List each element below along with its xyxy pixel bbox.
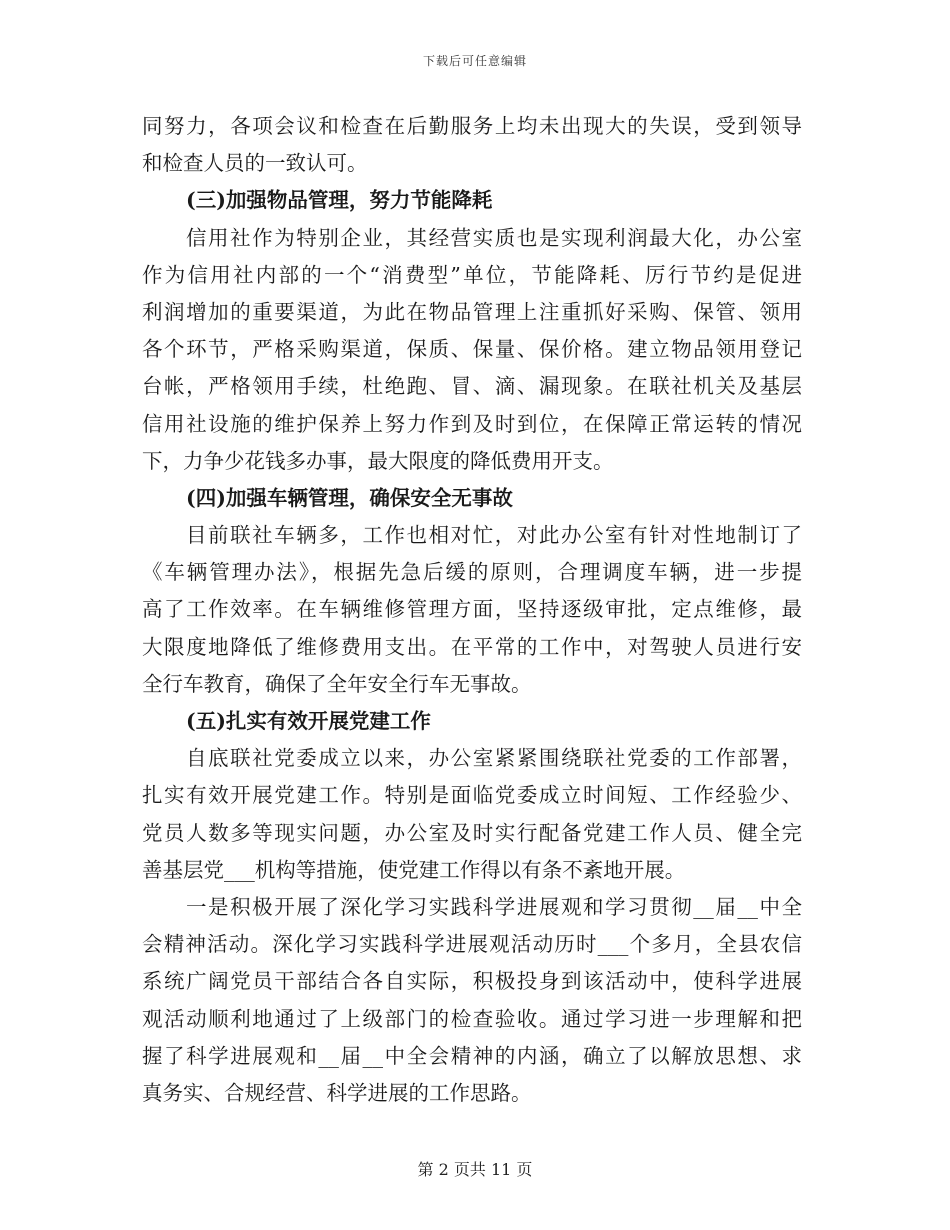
paragraph-line: 系统广阔党员干部结合各自实际，积极投身到该活动中，使科学进展 <box>142 969 802 994</box>
paragraph-line: 各个环节，严格采购渠道，保质、保量、保价格。建立物品领用登记 <box>142 337 802 362</box>
page-header: 下载后可任意编辑 <box>422 54 527 68</box>
page-number-footer: 第 2 页共 11 页 <box>417 1160 533 1179</box>
paragraph-line: 目前联社车辆多，工作也相对忙，对此办公室有针对性地制订了 <box>186 523 802 548</box>
paragraph-line: 利润增加的重要渠道，为此在物品管理上注重抓好采购、保管、领用 <box>142 299 802 324</box>
section-heading-4: (四)加强车辆管理，确保安全无事故 <box>186 485 513 510</box>
paragraph-line: 自底联社党委成立以来，办公室紧紧围绕联社党委的工作部署， <box>186 746 802 771</box>
paragraph-line: 一是积极开展了深化学习实践科学进展观和学习贯彻__届__中全 <box>186 894 802 919</box>
paragraph-line: 下，力争少花钱多办事，最大限度的降低费用开支。 <box>142 448 614 473</box>
paragraph-line: 信用社设施的维护保养上努力作到及时到位，在保障正常运转的情况 <box>142 411 802 436</box>
paragraph-line: 善基层党___机构等措施，使党建工作得以有条不紊地开展。 <box>142 857 686 882</box>
paragraph-line: 《车辆管理办法》，根据先急后缓的原则，合理调度车辆，进一步提 <box>142 560 802 585</box>
section-heading-5: (五)扎实有效开展党建工作 <box>186 709 431 733</box>
paragraph-line: 作为信用社内部的一个“消费型”单位，节能降耗、厉行节约是促进 <box>142 262 802 287</box>
paragraph-line: 和检查人员的一致认可。 <box>142 151 368 176</box>
paragraph-line: 真务实、合规经营、科学进展的工作思路。 <box>142 1080 532 1105</box>
paragraph-line: 扎实有效开展党建工作。特别是面临党委成立时间短、工作经验少、 <box>142 783 802 808</box>
document-body <box>142 108 802 1112</box>
paragraph-line: 会精神活动。深化学习实践科学进展观活动历时___个多月，全县农信 <box>142 932 802 957</box>
paragraph-line: 观活动顺利地通过了上级部门的检查验收。通过学习进一步理解和把 <box>142 1006 802 1031</box>
paragraph-line: 握了科学进展观和__届__中全会精神的内涵，确立了以解放思想、求 <box>142 1043 802 1068</box>
paragraph-line: 高了工作效率。在车辆维修管理方面，坚持逐级审批，定点维修，最 <box>142 597 802 622</box>
section-heading-3: (三)加强物品管理，努力节能降耗 <box>186 188 493 213</box>
paragraph-line: 同努力，各项会议和检查在后勤服务上均未出现大的失误，受到领导 <box>142 114 802 138</box>
paragraph-line: 党员人数多等现实问题，办公室及时实行配备党建工作人员、健全完 <box>142 820 802 845</box>
paragraph-line: 大限度地降低了维修费用支出。在平常的工作中，对驾驶人员进行安 <box>142 634 802 659</box>
paragraph-line: 全行车教育，确保了全年安全行车无事故。 <box>142 671 532 696</box>
paragraph-line: 台帐，严格领用手续，杜绝跑、冒、滴、漏现象。在联社机关及基层 <box>142 374 802 399</box>
paragraph-line: 信用社作为特别企业，其经营实质也是实现利润最大化，办公室 <box>186 225 802 250</box>
